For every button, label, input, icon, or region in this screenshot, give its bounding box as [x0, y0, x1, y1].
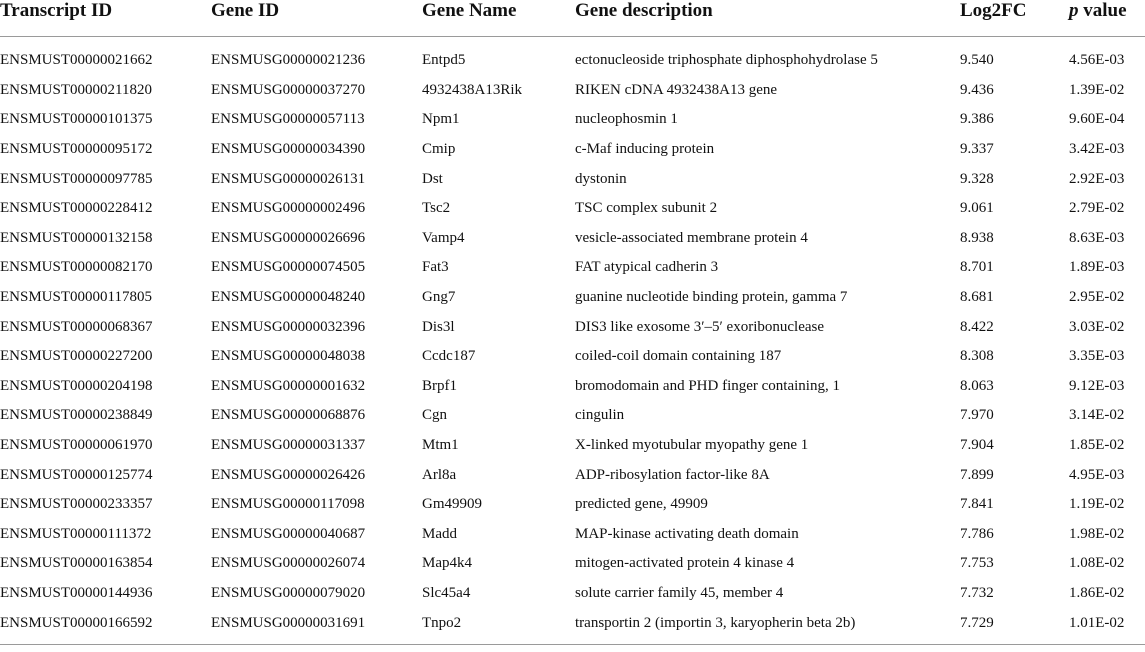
cell-gene-name: Fat3 [422, 259, 449, 276]
cell-gene-name: Dis3l [422, 318, 455, 335]
cell-gene-name: Madd [422, 525, 457, 542]
cell-gene-description: coiled-coil domain containing 187 [575, 348, 782, 365]
cell-gene-description: predicted gene, 49909 [575, 496, 708, 513]
cell-gene-name: Dst [422, 170, 443, 187]
header-gene-id: Gene ID [211, 0, 280, 21]
cell-gene-id: ENSMUSG00000079020 [211, 584, 366, 601]
table-row [0, 164, 1145, 194]
cell-transcript-id: ENSMUST00000068367 [0, 318, 153, 335]
cell-gene-name: Vamp4 [422, 229, 465, 246]
table-row [0, 342, 1145, 372]
cell-transcript-id: ENSMUST00000238849 [0, 407, 153, 424]
cell-log2fc: 7.970 [960, 407, 994, 424]
cell-gene-name: Cmip [422, 141, 456, 158]
cell-p-value: 4.56E-03 [1069, 52, 1125, 69]
cell-gene-name: Arl8a [422, 466, 457, 483]
cell-p-value: 1.19E-02 [1069, 496, 1125, 513]
table-row [0, 579, 1145, 609]
header-gene-description: Gene description [575, 0, 713, 21]
cell-p-value: 1.39E-02 [1069, 81, 1125, 98]
cell-p-value: 9.12E-03 [1069, 377, 1125, 394]
cell-gene-description: ADP-ribosylation factor-like 8A [575, 466, 770, 483]
cell-gene-description: DIS3 like exosome 3′–5′ exoribonuclease [575, 318, 825, 335]
cell-gene-name: 4932438A13Rik [422, 81, 523, 98]
cell-transcript-id: ENSMUST00000111372 [0, 525, 152, 542]
cell-gene-description: X-linked myotubular myopathy gene 1 [575, 437, 809, 454]
cell-log2fc: 8.701 [960, 259, 994, 276]
header-p-value [1069, 0, 1145, 37]
cell-transcript-id: ENSMUST00000101375 [0, 111, 153, 128]
cell-p-value: 1.85E-02 [1069, 437, 1125, 454]
footer-rule [0, 638, 1145, 645]
cell-log2fc: 8.063 [960, 377, 994, 394]
table-row [0, 194, 1145, 224]
cell-gene-description: TSC complex subunit 2 [575, 200, 718, 217]
cell-log2fc: 7.753 [960, 555, 994, 572]
cell-log2fc: 7.732 [960, 584, 994, 601]
table-body [0, 46, 1145, 644]
cell-log2fc: 7.786 [960, 525, 994, 542]
cell-gene-id: ENSMUSG00000026074 [211, 555, 366, 572]
cell-p-value: 1.08E-02 [1069, 555, 1125, 572]
header-value-text: value [1078, 0, 1127, 21]
cell-gene-id: ENSMUSG00000002496 [211, 200, 366, 217]
cell-log2fc: 8.681 [960, 289, 994, 306]
cell-transcript-id: ENSMUST00000095172 [0, 141, 153, 158]
cell-gene-id: ENSMUSG00000021236 [211, 52, 366, 69]
table-row [0, 312, 1145, 342]
cell-p-value: 1.89E-03 [1069, 259, 1125, 276]
cell-gene-description: solute carrier family 45, member 4 [575, 584, 784, 601]
table-row [0, 76, 1145, 106]
table-row [0, 608, 1145, 638]
cell-p-value: 9.60E-04 [1069, 111, 1125, 128]
cell-transcript-id: ENSMUST00000082170 [0, 259, 153, 276]
cell-gene-id: ENSMUSG00000026131 [211, 170, 366, 187]
cell-p-value: 2.95E-02 [1069, 289, 1125, 306]
cell-gene-name: Tsc2 [422, 200, 451, 217]
cell-gene-description: transportin 2 (importin 3, karyopherin beta 2b) [575, 614, 856, 631]
table-row [0, 490, 1145, 520]
cell-gene-name: Ccdc187 [422, 348, 476, 365]
cell-gene-id: ENSMUSG00000048240 [211, 289, 366, 306]
header-gene-name: Gene Name [422, 0, 517, 21]
table-row [0, 105, 1145, 135]
table-row [0, 431, 1145, 461]
header-transcript-id: Transcript ID [0, 0, 113, 21]
cell-gene-id: ENSMUSG00000068876 [211, 407, 366, 424]
cell-gene-description: RIKEN cDNA 4932438A13 gene [575, 81, 778, 98]
cell-log2fc: 7.841 [960, 496, 994, 513]
cell-log2fc: 9.436 [960, 81, 994, 98]
cell-gene-name: Map4k4 [422, 555, 472, 572]
cell-transcript-id: ENSMUST00000228412 [0, 200, 153, 217]
cell-log2fc: 9.337 [960, 141, 994, 158]
table-row [0, 520, 1145, 550]
cell-transcript-id: ENSMUST00000227200 [0, 348, 153, 365]
table-row [0, 372, 1145, 402]
cell-gene-id: ENSMUSG00000026696 [211, 229, 366, 246]
cell-transcript-id: ENSMUST00000204198 [0, 377, 153, 394]
cell-gene-id: ENSMUSG00000037270 [211, 81, 366, 98]
cell-p-value: 3.14E-02 [1069, 407, 1125, 424]
cell-gene-id: ENSMUSG00000040687 [211, 525, 366, 542]
header-p-italic: p [1069, 0, 1079, 21]
cell-gene-description: ectonucleoside triphosphate diphosphohydrolase 5 [575, 52, 878, 69]
cell-transcript-id: ENSMUST00000061970 [0, 437, 153, 454]
cell-log2fc: 7.904 [960, 437, 994, 454]
cell-gene-description: MAP-kinase activating death domain [575, 525, 799, 542]
cell-gene-name: Gm49909 [422, 496, 482, 513]
table-row [0, 253, 1145, 283]
cell-gene-description: dystonin [575, 170, 627, 187]
cell-transcript-id: ENSMUST00000132158 [0, 229, 153, 246]
cell-transcript-id: ENSMUST00000163854 [0, 555, 153, 572]
header-log2fc: Log2FC [960, 0, 1027, 21]
cell-transcript-id: ENSMUST00000166592 [0, 614, 153, 631]
cell-gene-id: ENSMUSG00000057113 [211, 111, 365, 128]
table-row [0, 46, 1145, 76]
cell-gene-name: Cgn [422, 407, 448, 424]
cell-gene-id: ENSMUSG00000048038 [211, 348, 366, 365]
table-row [0, 224, 1145, 254]
cell-transcript-id: ENSMUST00000021662 [0, 52, 153, 69]
cell-gene-name: Npm1 [422, 111, 460, 128]
cell-gene-id: ENSMUSG00000074505 [211, 259, 366, 276]
cell-gene-description: guanine nucleotide binding protein, gamma 7 [575, 289, 848, 306]
cell-log2fc: 9.386 [960, 111, 994, 128]
table-row [0, 135, 1145, 165]
cell-gene-id: ENSMUSG00000031337 [211, 437, 366, 454]
cell-log2fc: 8.308 [960, 348, 994, 365]
cell-p-value: 3.03E-02 [1069, 318, 1125, 335]
cell-p-value: 2.92E-03 [1069, 170, 1125, 187]
cell-p-value: 1.86E-02 [1069, 584, 1125, 601]
cell-p-value: 3.42E-03 [1069, 141, 1125, 158]
cell-gene-id: ENSMUSG00000031691 [211, 614, 366, 631]
cell-p-value: 3.35E-03 [1069, 348, 1125, 365]
cell-gene-name: Gng7 [422, 289, 456, 306]
cell-log2fc: 7.729 [960, 614, 994, 631]
cell-p-value: 2.79E-02 [1069, 200, 1125, 217]
cell-log2fc: 9.061 [960, 200, 994, 217]
cell-gene-description: nucleophosmin 1 [575, 111, 678, 128]
cell-log2fc: 8.938 [960, 229, 994, 246]
table-row [0, 460, 1145, 490]
cell-gene-description: vesicle-associated membrane protein 4 [575, 229, 808, 246]
cell-p-value: 1.01E-02 [1069, 614, 1125, 631]
cell-p-value: 8.63E-03 [1069, 229, 1125, 246]
table-row [0, 549, 1145, 579]
cell-gene-id: ENSMUSG00000032396 [211, 318, 366, 335]
cell-gene-description: bromodomain and PHD finger containing, 1 [575, 377, 840, 394]
cell-gene-id: ENSMUSG00000001632 [211, 377, 366, 394]
cell-log2fc: 7.899 [960, 466, 994, 483]
cell-gene-name: Slc45a4 [422, 584, 471, 601]
cell-log2fc: 9.540 [960, 52, 994, 69]
cell-transcript-id: ENSMUST00000144936 [0, 584, 153, 601]
cell-gene-id: ENSMUSG00000034390 [211, 141, 366, 158]
cell-gene-name: Entpd5 [422, 52, 466, 69]
cell-p-value: 1.98E-02 [1069, 525, 1125, 542]
cell-gene-description: mitogen-activated protein 4 kinase 4 [575, 555, 795, 572]
cell-transcript-id: ENSMUST00000233357 [0, 496, 153, 513]
cell-gene-description: cingulin [575, 407, 625, 424]
table-row [0, 283, 1145, 313]
cell-p-value: 4.95E-03 [1069, 466, 1125, 483]
cell-log2fc: 9.328 [960, 170, 994, 187]
cell-gene-id: ENSMUSG00000117098 [211, 496, 365, 513]
cell-transcript-id: ENSMUST00000117805 [0, 289, 152, 306]
table-header [0, 0, 1145, 46]
cell-gene-id: ENSMUSG00000026426 [211, 466, 366, 483]
cell-transcript-id: ENSMUST00000125774 [0, 466, 153, 483]
table-row [0, 401, 1145, 431]
cell-gene-name: Brpf1 [422, 377, 457, 394]
cell-gene-description: FAT atypical cadherin 3 [575, 259, 719, 276]
cell-transcript-id: ENSMUST00000097785 [0, 170, 153, 187]
cell-gene-name: Mtm1 [422, 437, 459, 454]
cell-gene-description: c-Maf inducing protein [575, 141, 715, 158]
cell-gene-name: Tnpo2 [422, 614, 462, 631]
cell-transcript-id: ENSMUST00000211820 [0, 81, 152, 98]
cell-log2fc: 8.422 [960, 318, 994, 335]
